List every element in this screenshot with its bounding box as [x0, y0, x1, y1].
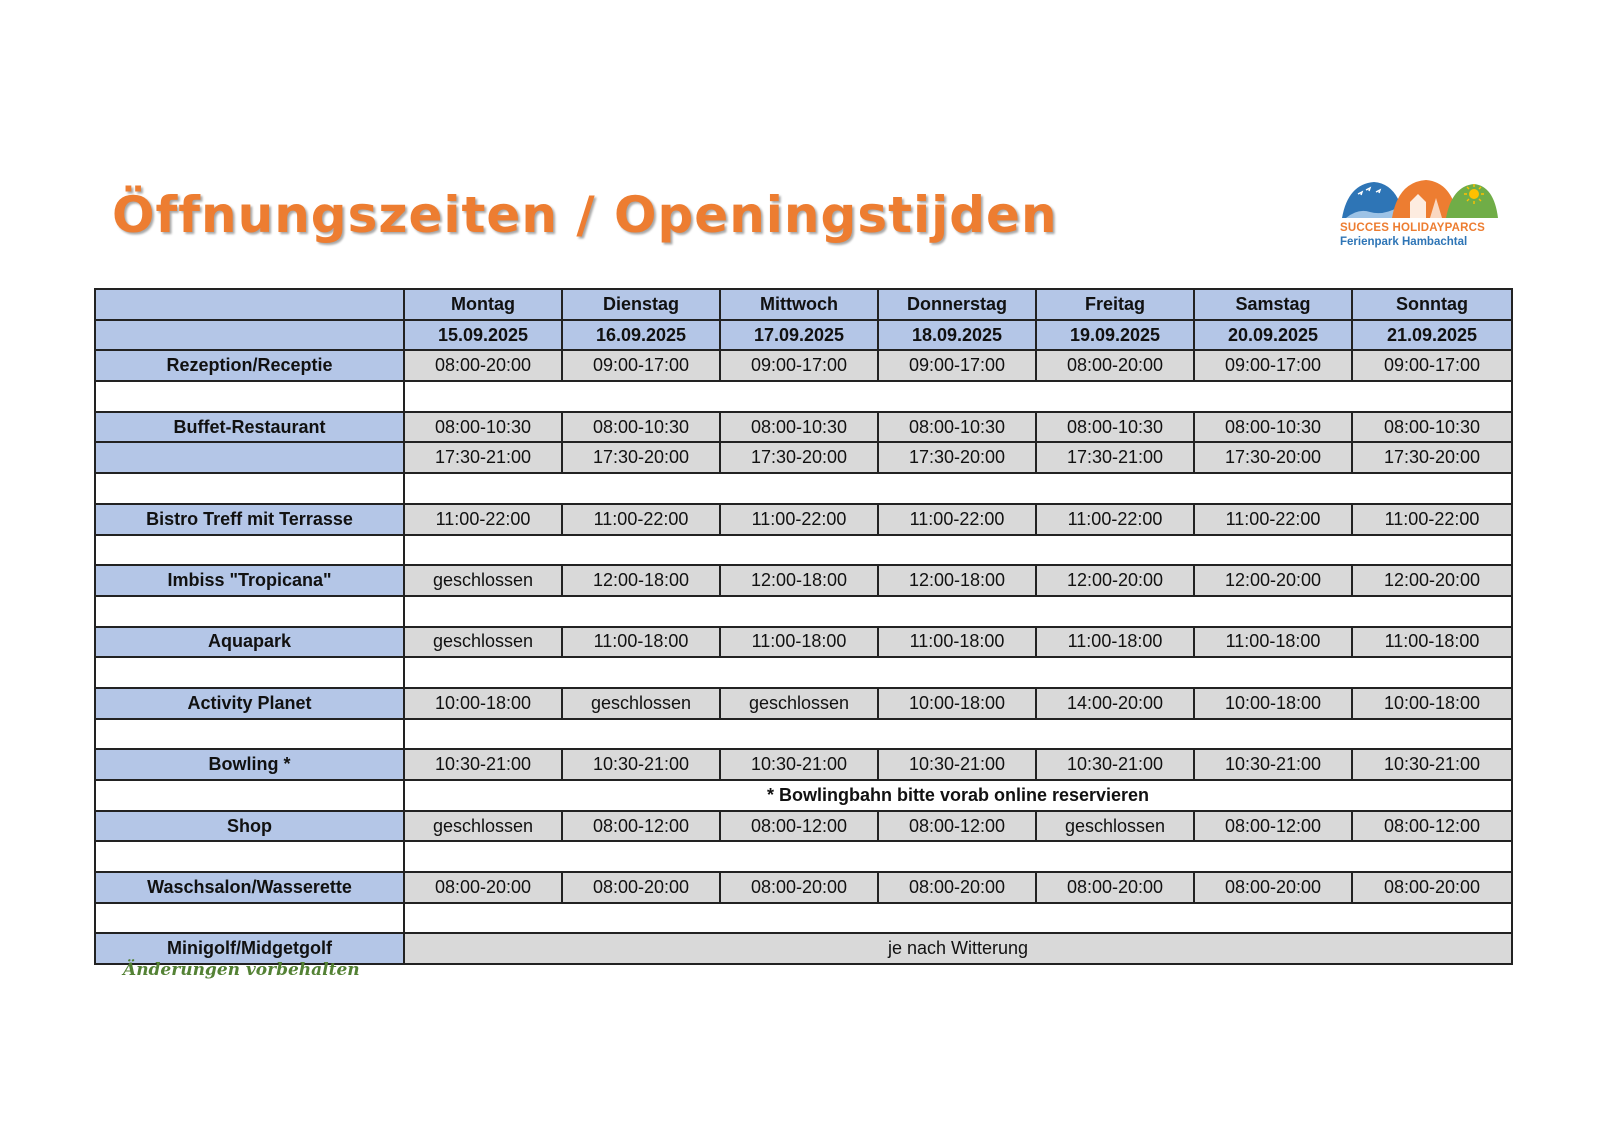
opening-hours-table: [94, 288, 1513, 965]
table-row-rezeption: [95, 350, 1512, 381]
row-label: Waschsalon/Wasserette: [95, 872, 404, 903]
row-label: Imbiss "Tropicana": [95, 565, 404, 596]
logo-landscape-icon: [1340, 178, 1500, 220]
hours-cell: geschlossen: [404, 565, 562, 596]
table-row-bistro: [95, 504, 1512, 535]
row-label: Rezeption/Receptie: [95, 350, 404, 381]
date-header: 20.09.2025: [1194, 320, 1352, 351]
hours-cell: 09:00-17:00: [1194, 350, 1352, 381]
hours-cell: geschlossen: [404, 811, 562, 842]
hours-cell: 08:00-10:30: [720, 412, 878, 443]
header-row-days: [95, 289, 1512, 320]
hours-cell: 10:30-21:00: [1036, 749, 1194, 780]
bowling-reservation-note: * Bowlingbahn bitte vorab online reservieren: [404, 780, 1512, 811]
hours-cell: 08:00-10:30: [1352, 412, 1512, 443]
hours-cell: 17:30-20:00: [720, 442, 878, 473]
hours-cell: 11:00-22:00: [878, 504, 1036, 535]
spacer-label-cell: [95, 780, 404, 811]
spacer-label-cell: [95, 657, 404, 688]
hours-cell: geschlossen: [1036, 811, 1194, 842]
spacer-label-cell: [95, 841, 404, 872]
hours-cell: 11:00-18:00: [1352, 627, 1512, 658]
hours-cell: 08:00-20:00: [404, 350, 562, 381]
spacer-row: [95, 381, 1512, 412]
spacer-cell: [404, 841, 1512, 872]
row-label: Buffet-Restaurant: [95, 412, 404, 443]
hours-cell: 08:00-20:00: [1194, 872, 1352, 903]
spacer-label-cell: [95, 903, 404, 934]
row-label: [95, 442, 404, 473]
date-header: 18.09.2025: [878, 320, 1036, 351]
hours-cell: 10:30-21:00: [1352, 749, 1512, 780]
day-header: Samstag: [1194, 289, 1352, 320]
hours-cell: 11:00-18:00: [1036, 627, 1194, 658]
hours-cell: 10:30-21:00: [720, 749, 878, 780]
day-header: Montag: [404, 289, 562, 320]
minigolf-hours-cell: je nach Witterung: [404, 933, 1512, 964]
spacer-row: [95, 903, 1512, 934]
spacer-row: [95, 657, 1512, 688]
spacer-label-cell: [95, 596, 404, 627]
hours-cell: 08:00-20:00: [1036, 350, 1194, 381]
hours-cell: 09:00-17:00: [720, 350, 878, 381]
spacer-cell: [404, 381, 1512, 412]
spacer-cell: [404, 596, 1512, 627]
spacer-cell: [404, 473, 1512, 504]
hours-cell: 08:00-12:00: [1352, 811, 1512, 842]
hours-cell: 11:00-22:00: [720, 504, 878, 535]
hours-cell: 09:00-17:00: [562, 350, 720, 381]
table-row-waschsalon: [95, 872, 1512, 903]
day-header: Sonntag: [1352, 289, 1512, 320]
succes-holidayparcs-logo: [1340, 178, 1500, 250]
table-row-bowling: [95, 749, 1512, 780]
hours-cell: 11:00-22:00: [1036, 504, 1194, 535]
hours-cell: 08:00-12:00: [720, 811, 878, 842]
hours-cell: 09:00-17:00: [878, 350, 1036, 381]
hours-cell: geschlossen: [562, 688, 720, 719]
hours-cell: 14:00-20:00: [1036, 688, 1194, 719]
hours-cell: 08:00-20:00: [404, 872, 562, 903]
spacer-cell: [404, 535, 1512, 566]
hours-cell: 08:00-20:00: [720, 872, 878, 903]
hours-cell: geschlossen: [404, 627, 562, 658]
day-header: Dienstag: [562, 289, 720, 320]
day-header: Mittwoch: [720, 289, 878, 320]
date-header: 21.09.2025: [1352, 320, 1512, 351]
hours-cell: 12:00-20:00: [1036, 565, 1194, 596]
spacer-cell: [404, 657, 1512, 688]
hours-cell: 08:00-10:30: [1194, 412, 1352, 443]
spacer-row: [95, 535, 1512, 566]
hours-cell: 12:00-18:00: [878, 565, 1036, 596]
table-row-aquapark: [95, 627, 1512, 658]
day-header: Freitag: [1036, 289, 1194, 320]
row-label: Bowling *: [95, 749, 404, 780]
spacer-cell: [404, 903, 1512, 934]
hours-cell: 11:00-22:00: [404, 504, 562, 535]
hours-cell: 08:00-20:00: [1036, 872, 1194, 903]
hours-cell: 08:00-10:30: [404, 412, 562, 443]
hours-cell: 08:00-20:00: [1352, 872, 1512, 903]
row-label: Aquapark: [95, 627, 404, 658]
spacer-label-cell: [95, 381, 404, 412]
hours-cell: geschlossen: [720, 688, 878, 719]
hours-cell: 10:30-21:00: [562, 749, 720, 780]
date-header: 15.09.2025: [404, 320, 562, 351]
spacer-label-cell: [95, 719, 404, 750]
hours-cell: 11:00-22:00: [1352, 504, 1512, 535]
hours-cell: 12:00-20:00: [1352, 565, 1512, 596]
hours-cell: 11:00-18:00: [562, 627, 720, 658]
hours-cell: 11:00-18:00: [878, 627, 1036, 658]
table-row-shop: [95, 811, 1512, 842]
hours-cell: 10:30-21:00: [1194, 749, 1352, 780]
hours-cell: 10:00-18:00: [1352, 688, 1512, 719]
spacer-row: [95, 719, 1512, 750]
table-row-buffet-morning: [95, 412, 1512, 443]
logo-park-name: Ferienpark Hambachtal: [1340, 236, 1468, 248]
header-corner-cell: [95, 289, 404, 320]
hours-cell: 11:00-22:00: [1194, 504, 1352, 535]
table-row-imbiss: [95, 565, 1512, 596]
hours-cell: 08:00-12:00: [878, 811, 1036, 842]
hours-cell: 11:00-22:00: [562, 504, 720, 535]
changes-reserved-note: Änderungen vorbehalten: [123, 960, 360, 980]
spacer-row: [95, 596, 1512, 627]
hours-cell: 10:00-18:00: [404, 688, 562, 719]
hours-cell: 10:30-21:00: [878, 749, 1036, 780]
hours-cell: 11:00-18:00: [720, 627, 878, 658]
row-label: Minigolf/Midgetgolf: [95, 933, 404, 964]
hours-cell: 08:00-12:00: [1194, 811, 1352, 842]
spacer-label-cell: [95, 535, 404, 566]
hours-cell: 12:00-18:00: [720, 565, 878, 596]
hours-cell: 12:00-18:00: [562, 565, 720, 596]
hours-cell: 17:30-20:00: [562, 442, 720, 473]
hours-cell: 10:00-18:00: [1194, 688, 1352, 719]
hours-cell: 17:30-20:00: [1194, 442, 1352, 473]
date-header: 19.09.2025: [1036, 320, 1194, 351]
logo-brand-name: SUCCES HOLIDAYPARCS: [1340, 222, 1486, 234]
hours-cell: 11:00-18:00: [1194, 627, 1352, 658]
hours-cell: 08:00-20:00: [878, 872, 1036, 903]
hours-cell: 17:30-21:00: [1036, 442, 1194, 473]
header-row-dates: [95, 320, 1512, 351]
hours-cell: 08:00-10:30: [878, 412, 1036, 443]
hours-cell: 08:00-10:30: [562, 412, 720, 443]
hours-cell: 17:30-20:00: [1352, 442, 1512, 473]
table-row-buffet-evening: [95, 442, 1512, 473]
bowling-note-row: [95, 780, 1512, 811]
hours-cell: 10:30-21:00: [404, 749, 562, 780]
spacer-row: [95, 841, 1512, 872]
header-corner-cell: [95, 320, 404, 351]
date-header: 16.09.2025: [562, 320, 720, 351]
hours-cell: 08:00-10:30: [1036, 412, 1194, 443]
hours-cell: 10:00-18:00: [878, 688, 1036, 719]
hours-cell: 17:30-20:00: [878, 442, 1036, 473]
hours-cell: 08:00-20:00: [562, 872, 720, 903]
row-label: Activity Planet: [95, 688, 404, 719]
hours-cell: 12:00-20:00: [1194, 565, 1352, 596]
row-label: Shop: [95, 811, 404, 842]
hours-cell: 08:00-12:00: [562, 811, 720, 842]
day-header: Donnerstag: [878, 289, 1036, 320]
table-row-activity-planet: [95, 688, 1512, 719]
spacer-cell: [404, 719, 1512, 750]
hours-cell: 09:00-17:00: [1352, 350, 1512, 381]
date-header: 17.09.2025: [720, 320, 878, 351]
spacer-row: [95, 473, 1512, 504]
page-title: Öffnungszeiten / Openingstijden: [112, 186, 1058, 244]
row-label: Bistro Treff mit Terrasse: [95, 504, 404, 535]
spacer-label-cell: [95, 473, 404, 504]
hours-cell: 17:30-21:00: [404, 442, 562, 473]
